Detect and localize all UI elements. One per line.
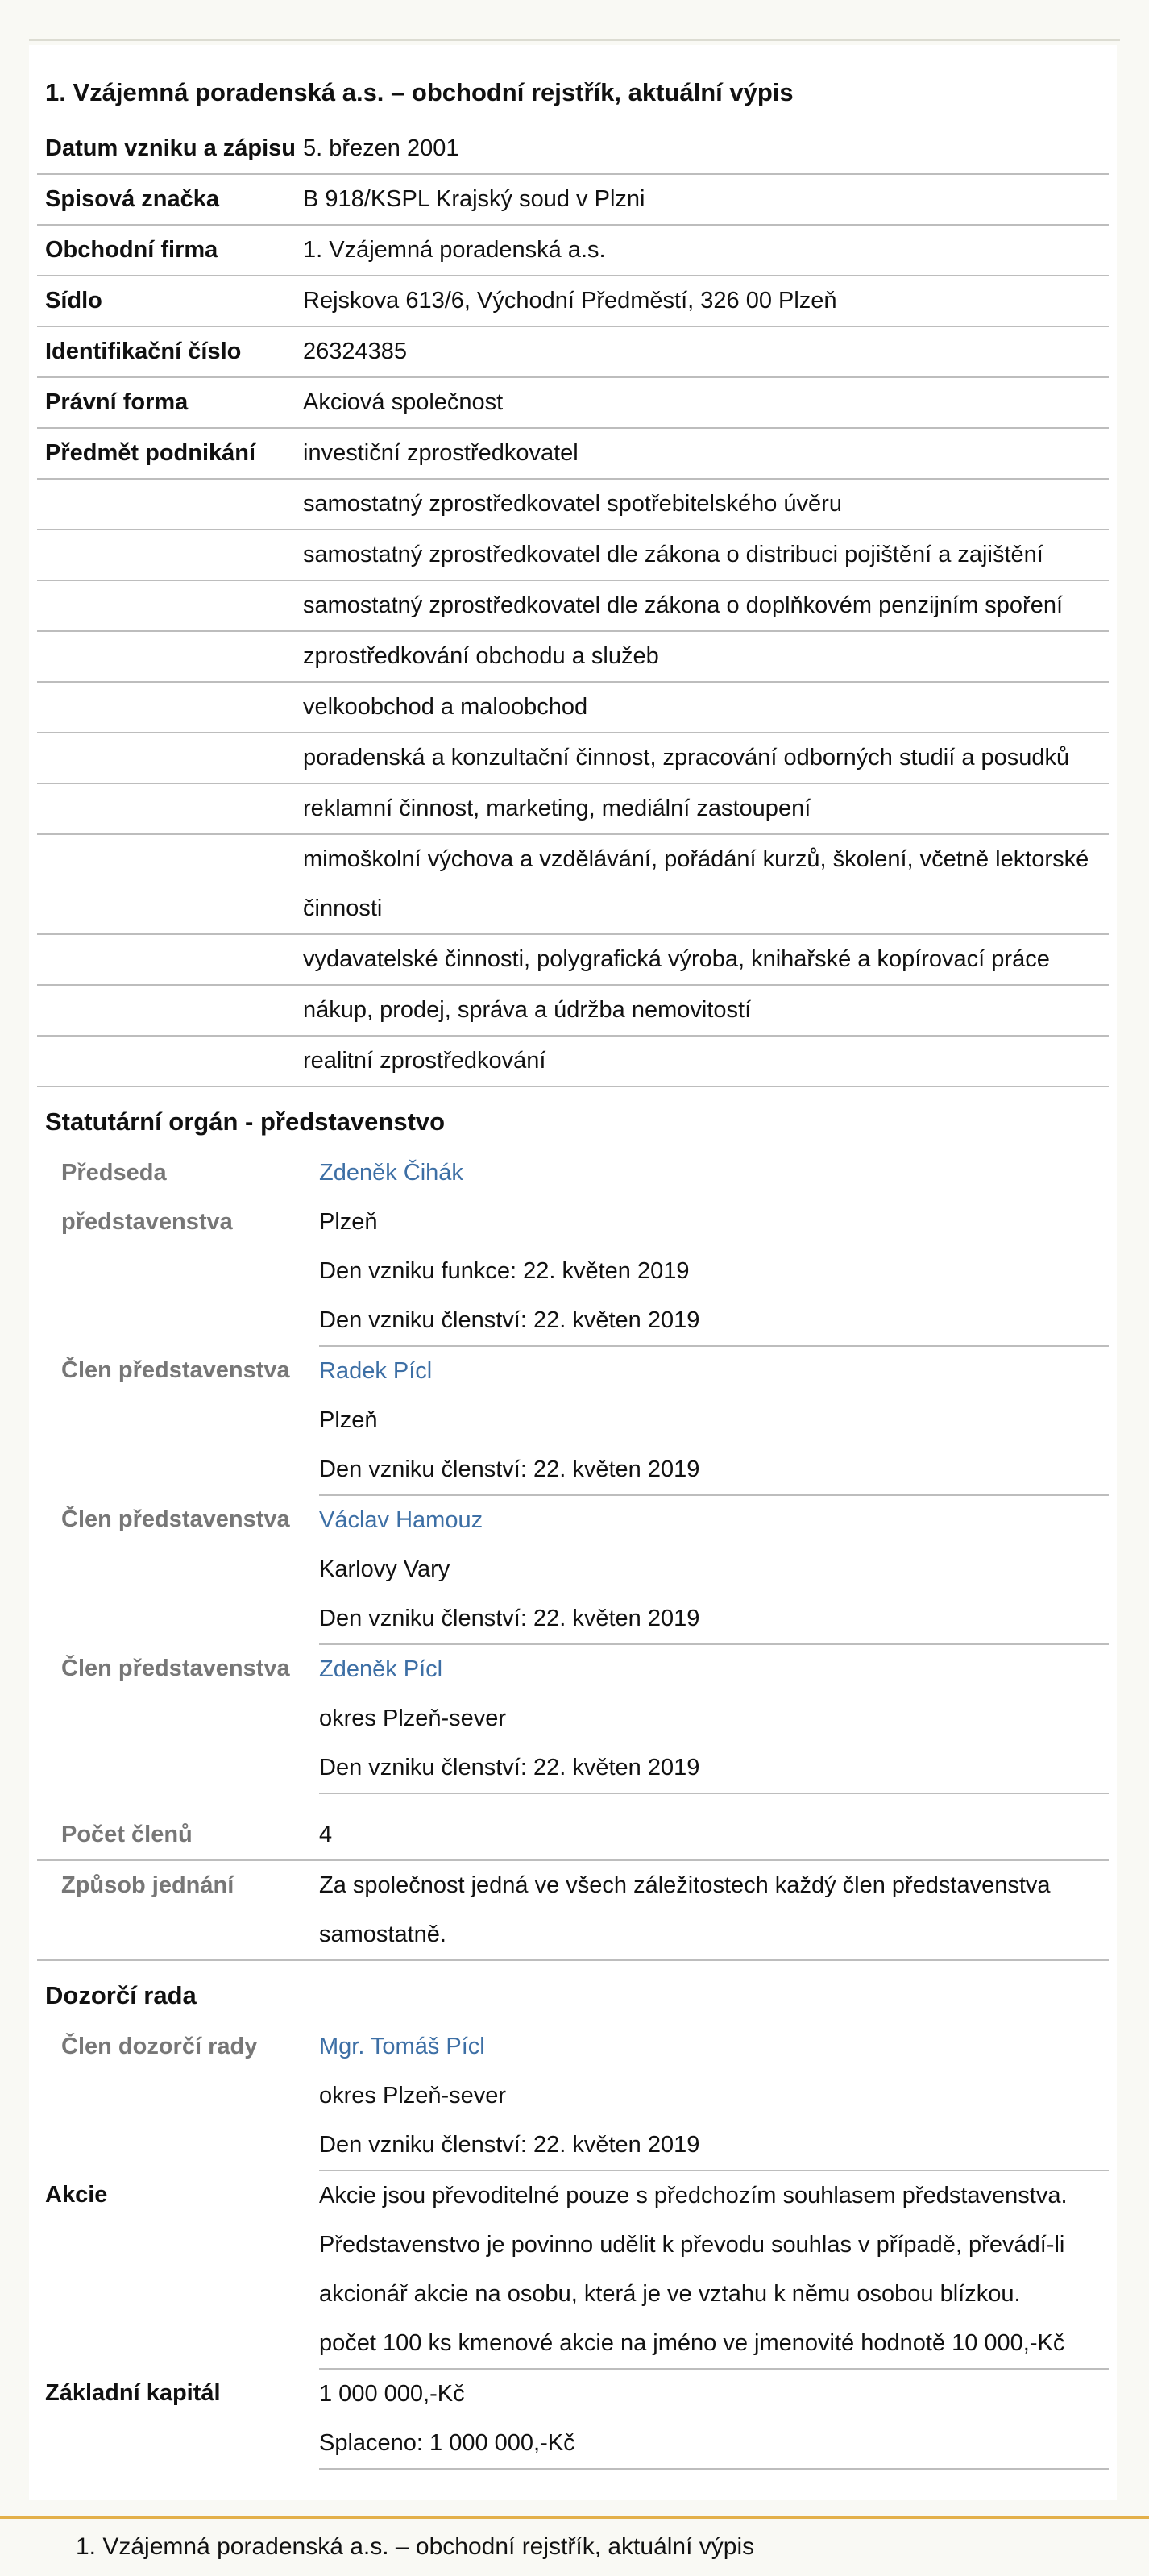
- info-row: [37, 124, 1109, 174]
- predmet-row: [37, 530, 1109, 580]
- predmet-item: zprostředkování obchodu a služeb: [303, 631, 1109, 682]
- page-title: 1. Vzájemná poradenská a.s. – obchodní rejstřík, aktuální výpis: [45, 78, 794, 106]
- label-pocet-clenu: Počet členů: [37, 1810, 319, 1860]
- member-place: okres Plzeň-sever: [319, 1706, 507, 1731]
- member-role: Člen představenstva: [61, 1656, 290, 1681]
- member-place: Plzeň: [319, 1407, 378, 1433]
- predmet-row: [37, 934, 1109, 985]
- value-pravni-forma: Akciová společnost: [303, 377, 1109, 428]
- top-divider: [29, 39, 1120, 41]
- label-zpusob-jednani: Způsob jednání: [37, 1860, 319, 1960]
- predmet-row: [37, 1036, 1109, 1086]
- label-obchodni-firma: Obchodní firma: [37, 225, 303, 276]
- label-datum-vzniku: Datum vzniku a zápisu: [37, 124, 303, 174]
- predmet-item: poradenská a konzultační činnost, zpracování odborných studií a posudků: [303, 733, 1109, 783]
- info-row: [37, 225, 1109, 276]
- label-sidlo: Sídlo: [37, 276, 303, 326]
- predmet-row: [37, 682, 1109, 733]
- predmet-row: [37, 834, 1109, 934]
- predmet-row: [37, 428, 1109, 479]
- predmet-item: investiční zprostředkovatel: [303, 428, 1109, 479]
- member-place: Plzeň: [319, 1209, 378, 1235]
- member-role: Člen představenstva: [61, 1506, 290, 1532]
- label-ico: Identifikační číslo: [37, 326, 303, 377]
- predmet-row: [37, 985, 1109, 1036]
- register-extract: [29, 45, 1117, 2500]
- member-member-from: Den vzniku členství: 22. květen 2019: [319, 2121, 1109, 2171]
- predmet-row: [37, 733, 1109, 783]
- predmet-row: [37, 631, 1109, 682]
- basic-info-table: [37, 124, 1109, 1087]
- predmet-item: vydavatelské činnosti, polygrafická výroba, knihařské a kopírovací práce: [303, 934, 1109, 985]
- member-place: Karlovy Vary: [319, 1556, 450, 1582]
- akcie-row: [37, 2171, 1109, 2319]
- predmet-item: samostatný zprostředkovatel dle zákona o doplňkovém penzijním spoření: [303, 580, 1109, 631]
- member-name-link[interactable]: Zdeněk Pícl: [319, 1656, 443, 1682]
- member-member-from: Den vzniku členství: 22. květen 2019: [319, 1743, 1109, 1793]
- member-row: [37, 1495, 1109, 1545]
- member-row: [37, 2022, 1109, 2071]
- section-heading-statutarni: Statutární orgán - představenstvo: [45, 1107, 446, 1136]
- info-row: [37, 174, 1109, 225]
- dozorci-table: [37, 2022, 1109, 2470]
- predmet-row: [37, 479, 1109, 530]
- member-name-link[interactable]: Václav Hamouz: [319, 1507, 483, 1533]
- value-spisova-znacka: B 918/KSPL Krajský soud v Plzni: [303, 174, 1109, 225]
- member-function-from: Den vzniku funkce: 22. květen 2019: [319, 1258, 690, 1284]
- member-role: Člen představenstva: [61, 1357, 290, 1383]
- member-member-from: Den vzniku členství: 22. květen 2019: [319, 1445, 1109, 1495]
- footer-title: 1. Vzájemná poradenská a.s. – obchodní rejstřík, aktuální výpis: [76, 2533, 755, 2560]
- predmet-row: [37, 580, 1109, 631]
- predmet-row: [37, 783, 1109, 834]
- value-zpusob-jednani: Za společnost jedná ve všech záležitostech každý člen představenstva samostatně.: [319, 1860, 1109, 1960]
- label-predmet-podnikani: Předmět podnikání: [37, 428, 303, 479]
- label-zakladni-kapital: Základní kapitál: [45, 2380, 221, 2406]
- predmet-item: samostatný zprostředkovatel spotřebitelského úvěru: [303, 479, 1109, 530]
- label-spisova-znacka: Spisová značka: [37, 174, 303, 225]
- member-name-link[interactable]: Radek Pícl: [319, 1358, 433, 1384]
- count-row: [37, 1810, 1109, 1860]
- member-place: okres Plzeň-sever: [319, 2083, 507, 2109]
- jednani-row: [37, 1860, 1109, 1960]
- footer-divider: [0, 2516, 1149, 2519]
- label-akcie: Akcie: [45, 2182, 108, 2208]
- value-obchodni-firma: 1. Vzájemná poradenská a.s.: [303, 225, 1109, 276]
- value-zakladni-kapital: 1 000 000,-Kč: [319, 2381, 465, 2407]
- member-member-from: Den vzniku členství: 22. květen 2019: [319, 1594, 1109, 1644]
- section-heading-dozorci: Dozorčí rada: [45, 1981, 197, 2009]
- member-role: Člen dozorčí rady: [61, 2034, 258, 2059]
- member-member-from: Den vzniku členství: 22. květen 2019: [319, 1296, 1109, 1346]
- member-role: Předseda představenstva: [61, 1160, 233, 1235]
- info-row: [37, 326, 1109, 377]
- kapital-row: [37, 2369, 1109, 2419]
- value-datum-vzniku: 5. březen 2001: [303, 124, 1109, 174]
- predmet-item: reklamní činnost, marketing, mediální zastoupení: [303, 783, 1109, 834]
- predmet-item: nákup, prodej, správa a údržba nemovitostí: [303, 985, 1109, 1036]
- member-row: [37, 1346, 1109, 1396]
- value-akcie-text: Akcie jsou převoditelné pouze s předchozím souhlasem představenstva. Představenstvo je povinno udělit k převodu souhlas v případě, převádí-li akcionář akcie na osobu, která je ve vztahu k němu osobou blízkou.: [319, 2183, 1068, 2307]
- value-akcie-detail: počet 100 ks kmenové akcie na jméno ve jmenovité hodnotě 10 000,-Kč: [319, 2319, 1109, 2369]
- predmet-item: realitní zprostředkování: [303, 1036, 1109, 1086]
- statutarni-table: [37, 1149, 1109, 1961]
- predmet-item: samostatný zprostředkovatel dle zákona o distribuci pojištění a zajištění: [303, 530, 1109, 580]
- value-splaceno: Splaceno: 1 000 000,-Kč: [319, 2419, 1109, 2469]
- predmet-item: mimoškolní výchova a vzdělávání, pořádání kurzů, školení, včetně lektorské činnosti: [303, 834, 1109, 934]
- info-row: [37, 276, 1109, 326]
- member-name-link[interactable]: Zdeněk Čihák: [319, 1160, 463, 1186]
- value-pocet-clenu: 4: [319, 1810, 1109, 1860]
- member-row: [37, 1149, 1109, 1198]
- value-sidlo: Rejskova 613/6, Východní Předměstí, 326 00 Plzeň: [303, 276, 1109, 326]
- info-row: [37, 377, 1109, 428]
- label-pravni-forma: Právní forma: [37, 377, 303, 428]
- predmet-item: velkoobchod a maloobchod: [303, 682, 1109, 733]
- member-row: [37, 1644, 1109, 1694]
- member-name-link[interactable]: Mgr. Tomáš Pícl: [319, 2034, 485, 2059]
- value-ico: 26324385: [303, 326, 1109, 377]
